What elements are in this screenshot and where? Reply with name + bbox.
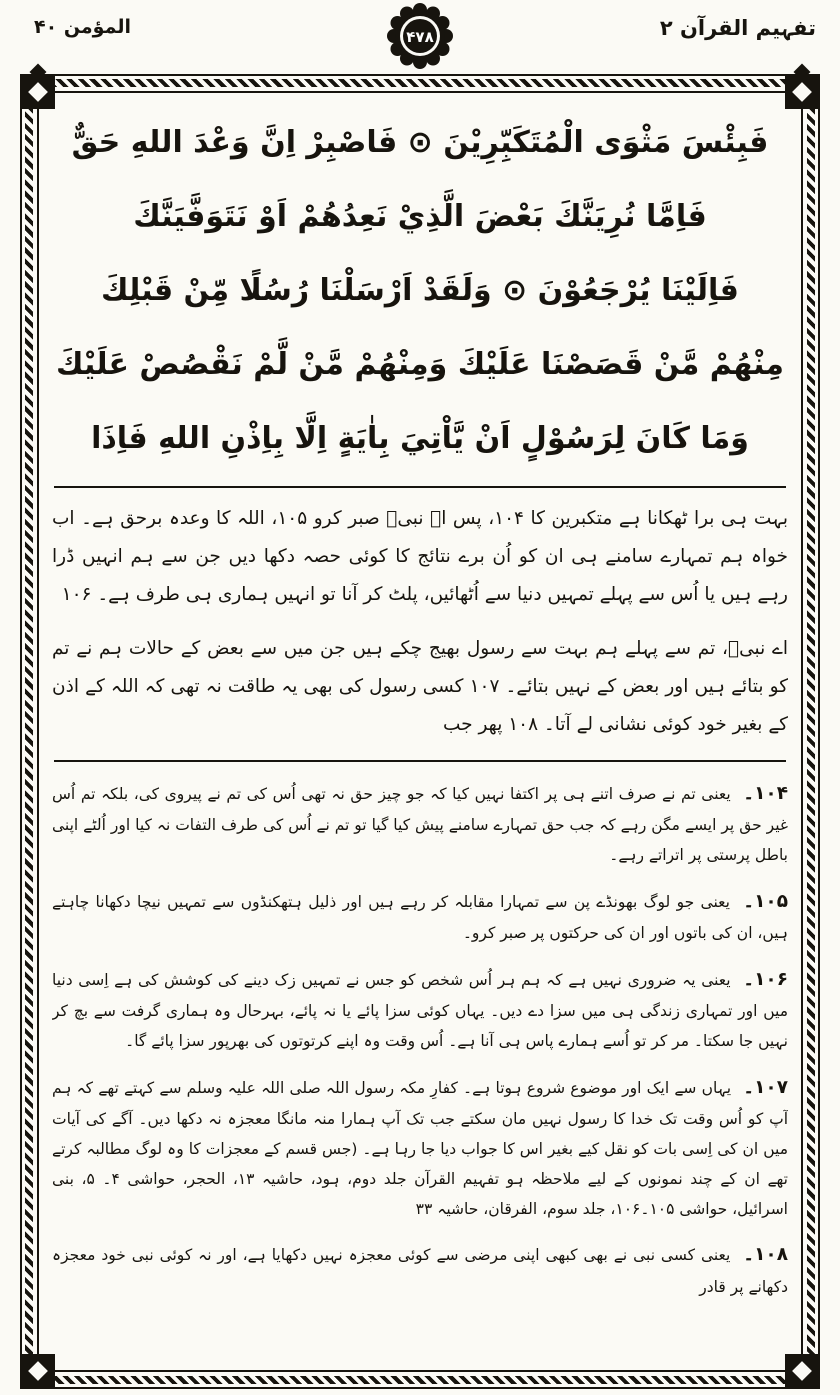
translation-section bbox=[52, 500, 788, 744]
footnote-text: یعنی یہ ضروری نہیں ہے کہ ہم ہر اُس شخص کو جس نے تمہیں زک دینے کی کوشش کی ہے اِسی دنیا میں اور تمہاری زندگی ہی میں سزا دے دیں۔ یہاں کوئی سزا پائے یا نہ پائے، بہرحال وہ ہماری گرفت سے بچ کر نہیں جا سکتا۔ مر کر تو اُسے ہمارے پاس ہی آنا ہے۔ اُس وقت وہ اپنے کرتوتوں کی بھرپور سزا پائے گا۔ bbox=[52, 970, 788, 1051]
page-number-medallion bbox=[384, 0, 456, 72]
corner-ornament bbox=[21, 75, 55, 109]
footnote-text: یعنی کسی نبی نے بھی کبھی اپنی مرضی سے کوئی معجزہ نہیں دکھایا ہے، اور نہ کوئی نبی خود معجزہ دکھانے پر قادر bbox=[52, 1246, 788, 1296]
footnote-number: ۱۰۴۔ bbox=[743, 782, 788, 804]
footnotes-section bbox=[52, 774, 788, 1303]
quran-line: فَبِئْسَ مَثْوَى الْمُتَكَبِّرِيْنَ ⊙ فَاصْبِرْ اِنَّ وَعْدَ اللهِ حَقٌّ bbox=[71, 125, 769, 160]
book-title: تفہیم القرآن ۲ bbox=[659, 16, 816, 40]
corner-ornament bbox=[785, 1354, 819, 1388]
quran-line: فَاِمَّا نُرِيَنَّكَ بَعْضَ الَّذِيْ نَعِدُهُمْ اَوْ نَتَوَفَّيَنَّكَ bbox=[133, 199, 707, 234]
section-divider bbox=[54, 486, 786, 488]
page-content bbox=[52, 100, 788, 1367]
footnote-item bbox=[52, 776, 788, 871]
footnote-number: ۱۰۸۔ bbox=[743, 1244, 788, 1266]
section-divider bbox=[54, 760, 786, 762]
footnote-number: ۱۰۶۔ bbox=[743, 968, 788, 990]
page-number: ۴۷۸ bbox=[406, 28, 434, 46]
rosette-ornament-icon bbox=[384, 0, 456, 72]
translation-paragraph: بہت ہی برا ٹھکانا ہے متکبرین کا ۱۰۴، پس اے نبیؐ صبر کرو ۱۰۵، اللہ کا وعدہ برحق ہے۔ اب خواہ ہم تمہارے سامنے ہی ان کو اُن برے نتائج کا کوئی حصہ دکھا دیں جن سے ہم انہیں ڈرا رہے ہیں یا اُس سے پہلے تمہیں دنیا سے اُٹھائیں، پلٹ کر آنا تو انہیں ہماری ہی طرف ہے۔ ۱۰۶ bbox=[52, 508, 788, 605]
footnote-text: یعنی جو لوگ بھونڈے پن سے تمہارا مقابلہ کر رہے ہیں اور ذلیل ہتھکنڈوں سے تمہیں نیچا دکھانا چاہتے ہیں، ان کی باتوں اور ان کی حرکتوں پر صبر کرو۔ bbox=[52, 892, 788, 943]
translation-paragraph: اے نبیؐ، تم سے پہلے ہم بہت سے رسول بھیج چکے ہیں جن میں سے بعض کے حالات ہم نے تم کو بتائے ہیں اور بعض کے نہیں بتائے۔ ۱۰۷ کسی رسول کی بھی یہ طاقت نہ تھی کہ اللہ کے اذن کے بغیر خود کوئی نشانی لے آتا۔ ۱۰۸ پھر جب bbox=[52, 637, 788, 735]
quran-line: مِنْهُمْ مَّنْ قَصَصْنَا عَلَيْكَ وَمِنْهُمْ مَّنْ لَّمْ نَقْصُصْ عَلَيْكَ bbox=[56, 347, 784, 382]
quran-line: فَاِلَيْنَا يُرْجَعُوْنَ ⊙ وَلَقَدْ اَرْسَلْنَا رُسُلًا مِّنْ قَبْلِكَ bbox=[101, 273, 739, 308]
footnote-text: یعنی تم نے صرف اتنے ہی پر اکتفا نہیں کیا کہ جو چیز حق نہ تھی اُس کی تم نے پیروی کی، بلکہ تم اُس غیر حق پر ایسے مگن رہے کہ جب حق تمہارے سامنے پیش کیا گیا تو تم نے اُس کی طرف التفات نہ کیا اور اُلٹے اپنی باطل پرستی پر اتراتے رہے۔ bbox=[52, 784, 788, 864]
footnote-number: ۱۰۵۔ bbox=[743, 890, 788, 912]
quran-line: وَمَا كَانَ لِرَسُوْلٍ اَنْ يَّاْتِيَ بِاٰيَةٍ اِلَّا بِاِذْنِ اللهِ فَاِذَا bbox=[91, 421, 749, 456]
corner-ornament bbox=[21, 1354, 55, 1388]
footnote-number: ۱۰۷۔ bbox=[743, 1076, 788, 1098]
footnote-item bbox=[52, 1237, 788, 1302]
corner-ornament bbox=[785, 75, 819, 109]
footnote-item bbox=[52, 962, 788, 1057]
footnote-text: یہاں سے ایک اور موضوع شروع ہوتا ہے۔ کفارِ مکہ رسول اللہ صلی اللہ علیہ وسلم سے کہتے تھے کہ ہم آپ کو اُس وقت تک خدا کا رسول نہیں مان سکتے جب تک آپ ہمارا منہ مانگا معجزہ نہ دکھا دیں۔ آگے کی آیات میں ان کی اِسی بات کو نقل کیے بغیر اس کا جواب دیا جا رہا ہے۔ (جس قسم کے معجزات کا وہ لوگ مطالبہ کرتے تھے ان کے چند نمونوں کے لیے ملاحظہ ہو تفہیم القرآن جلد دوم، ہود، حاشیہ ۱۳، الحجر، حواشی ۴۔ ۵، بنی اسرائیل، حواشی ۱۰۵۔۱۰۶، جلد سوم، الفرقان، حاشیہ ۳۳ bbox=[52, 1078, 788, 1218]
decorative-frame bbox=[20, 74, 820, 1389]
footnote-item bbox=[52, 1070, 788, 1225]
quran-text-section bbox=[52, 100, 788, 476]
footnote-item bbox=[52, 884, 788, 949]
surah-title: المؤمن ۴۰ bbox=[34, 16, 131, 38]
